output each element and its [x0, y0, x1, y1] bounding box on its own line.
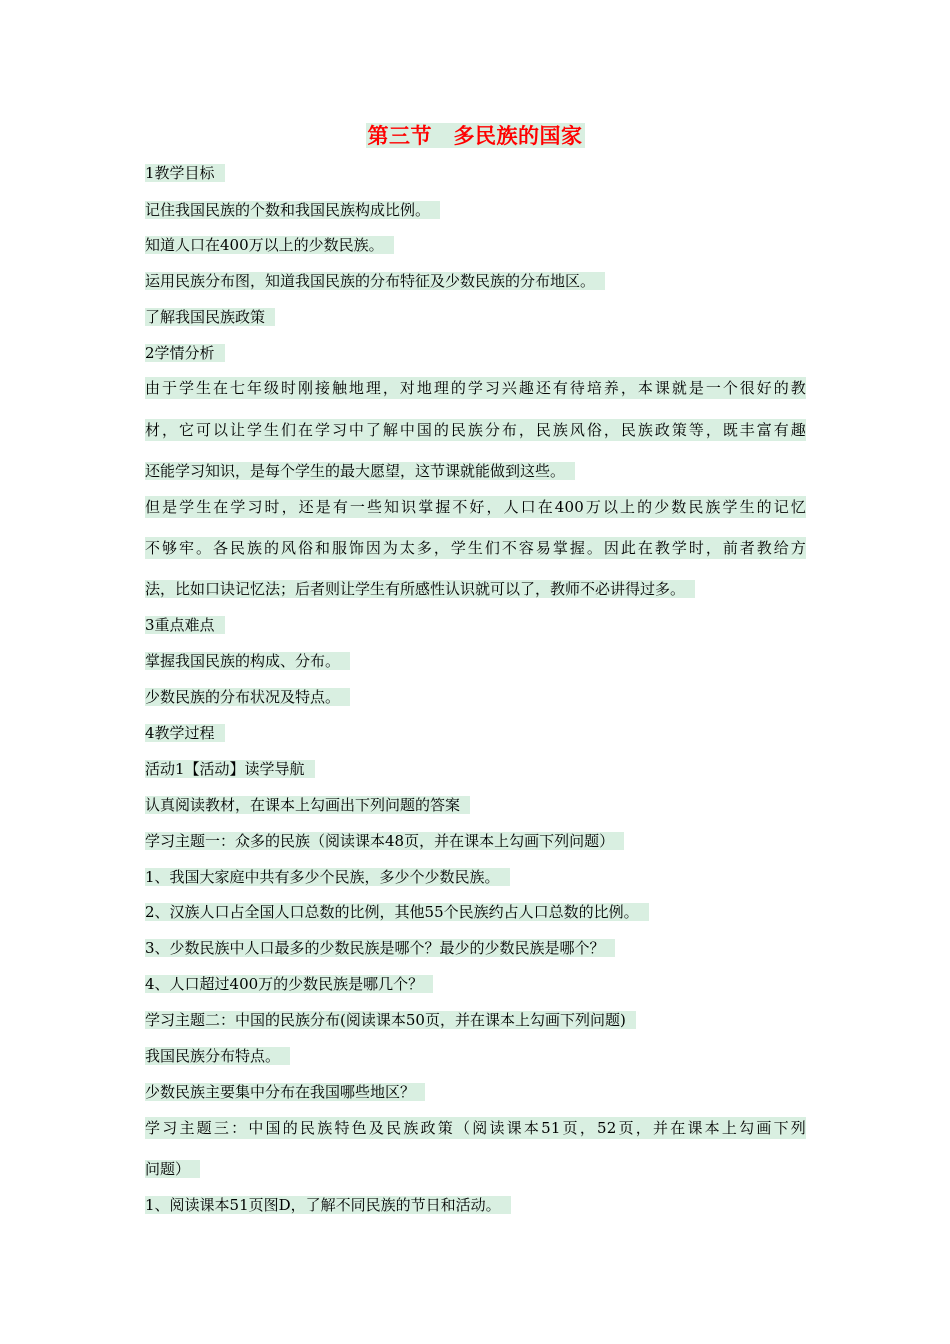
question-item: 1、阅读课本51页图D，了解不同民族的节日和活动。: [145, 1194, 511, 1216]
paragraph-line: 由于学生在七年级时刚接触地理，对地理的学习兴趣还有待培养，本课就是一个很好的教: [145, 379, 806, 397]
question-item: 2、汉族人口占全国人口总数的比例，其他55个民族约占人口总数的比例。: [145, 901, 649, 923]
activity-heading: 活动1【活动】读学导航: [145, 758, 315, 780]
section-heading: 1教学目标: [145, 162, 225, 184]
section-heading: 3重点难点: [145, 614, 225, 636]
paragraph: 记住我国民族的个数和我国民族构成比例。: [145, 199, 440, 221]
paragraph-line: 材，它可以让学生们在学习中了解中国的民族分布，民族风俗，民族政策等，既丰富有趣: [145, 421, 806, 439]
question-item: 4、人口超过400万的少数民族是哪几个？: [145, 973, 433, 995]
paragraph: 少数民族的分布状况及特点。: [145, 686, 350, 708]
paragraph-line: 但是学生在学习时，还是有一些知识掌握不好，人口在400万以上的少数民族学生的记忆: [145, 498, 806, 516]
topic-heading: 学习主题一：众多的民族（阅读课本48页，并在课本上勾画下列问题）: [145, 830, 624, 852]
question-item: 3、少数民族中人口最多的少数民族是哪个？最少的少数民族是哪个？: [145, 937, 615, 959]
topic-heading-continued: 问题）: [145, 1158, 200, 1180]
section-heading: 2学情分析: [145, 342, 225, 364]
paragraph: 知道人口在400万以上的少数民族。: [145, 234, 394, 256]
paragraph: 了解我国民族政策: [145, 306, 275, 328]
paragraph: 运用民族分布图，知道我国民族的分布特征及少数民族的分布地区。: [145, 270, 605, 292]
paragraph-line: 还能学习知识，是每个学生的最大愿望，这节课就能做到这些。: [145, 460, 575, 482]
paragraph: 掌握我国民族的构成、分布。: [145, 650, 350, 672]
page-title-text: 第三节 多民族的国家: [367, 123, 583, 148]
question-item: 1、我国大家庭中共有多少个民族，多少个少数民族。: [145, 866, 510, 888]
paragraph-line: 不够牢。各民族的风俗和服饰因为太多，学生们不容易掌握。因此在教学时，前者教给方: [145, 539, 806, 557]
question-item: 少数民族主要集中分布在我国哪些地区？: [145, 1081, 425, 1103]
paragraph: 认真阅读教材，在课本上勾画出下列问题的答案: [145, 794, 470, 816]
question-item: 我国民族分布特点。: [145, 1045, 290, 1067]
paragraph-line: 法，比如口诀记忆法；后者则让学生有所感性认识就可以了，教师不必讲得过多。: [145, 578, 695, 600]
section-heading: 4教学过程: [145, 722, 225, 744]
topic-heading: 学习主题三：中国的民族特色及民族政策（阅读课本51页，52页，并在课本上勾画下列: [145, 1119, 806, 1137]
topic-heading: 学习主题二：中国的民族分布(阅读课本50页，并在课本上勾画下列问题): [145, 1009, 636, 1031]
page-title: [0, 122, 950, 150]
